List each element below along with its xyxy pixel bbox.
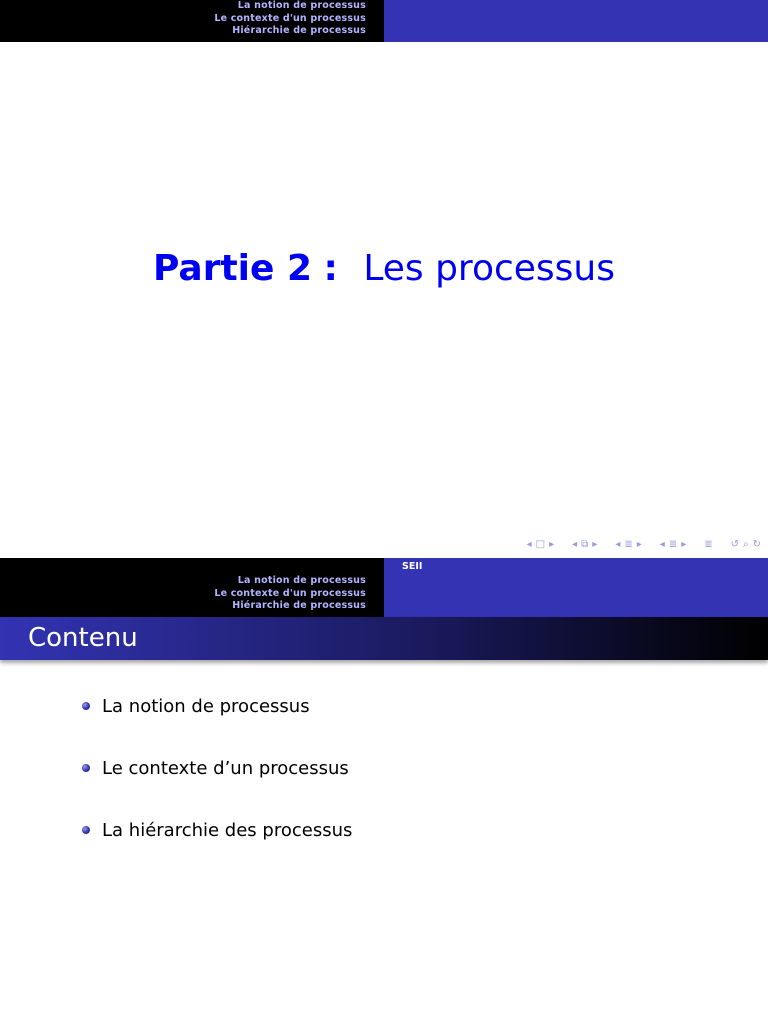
- nav-prev-document-icon[interactable]: ◂: [659, 539, 665, 550]
- nav-document-icon[interactable]: ≣: [668, 539, 678, 550]
- headline-section-3[interactable]: Hiérarchie de processus: [232, 600, 366, 611]
- nav-prev-frame-icon[interactable]: ◂: [526, 539, 532, 550]
- part-separator: :: [323, 248, 338, 289]
- part-title: [0, 248, 768, 289]
- nav-prev-section-icon[interactable]: ◂: [615, 539, 621, 550]
- headline-section-3[interactable]: Hiérarchie de processus: [232, 25, 366, 36]
- nav-search-icon[interactable]: ⌕: [743, 539, 749, 550]
- list-item: [82, 756, 352, 780]
- frame-title-bar: [0, 617, 768, 660]
- section-name: SEII: [402, 561, 423, 572]
- bullet-icon: [82, 764, 90, 772]
- nav-next-frame-icon[interactable]: ▸: [549, 539, 555, 550]
- part-name: Les processus: [363, 248, 615, 289]
- nav-next-section-icon[interactable]: ▸: [636, 539, 642, 550]
- bullet-icon: [82, 702, 90, 710]
- headline-right-panel: [384, 0, 768, 42]
- bullet-text: La hiérarchie des processus: [102, 819, 353, 841]
- nav-section-icon[interactable]: ≣: [624, 539, 633, 550]
- headline-section-list: [0, 0, 384, 42]
- headline-section-1[interactable]: La notion de processus: [237, 575, 366, 586]
- nav-next-subsection-icon[interactable]: ▸: [592, 539, 598, 550]
- part-label: Partie 2: [152, 248, 312, 289]
- nav-align-icon[interactable]: ≣: [704, 539, 713, 550]
- bullet-text: Le contexte d’un processus: [102, 757, 349, 779]
- headline-section-1[interactable]: La notion de processus: [237, 0, 366, 11]
- beamer-navigation-symbols: [526, 539, 762, 550]
- list-item: [82, 694, 352, 718]
- nav-frame-icon[interactable]: □: [535, 539, 546, 550]
- nav-next-document-icon[interactable]: ▸: [681, 539, 687, 550]
- slide-contents: [0, 558, 768, 1024]
- list-item: [82, 818, 352, 842]
- headline-section-2[interactable]: Le contexte d'un processus: [214, 587, 366, 599]
- nav-back-icon[interactable]: ↺: [730, 539, 739, 550]
- frame-title: Contenu: [28, 623, 138, 653]
- bullet-text: La notion de processus: [102, 695, 310, 717]
- nav-prev-subsection-icon[interactable]: ◂: [572, 539, 578, 550]
- headline-right-panel: [384, 558, 768, 617]
- headline-section-2[interactable]: Le contexte d'un processus: [214, 12, 366, 24]
- headline-section-list: [0, 558, 384, 617]
- bullet-list: [82, 694, 352, 880]
- nav-forward-icon[interactable]: ↻: [752, 539, 761, 550]
- nav-subsection-icon[interactable]: ⧉: [581, 539, 589, 550]
- bullet-icon: [82, 826, 90, 834]
